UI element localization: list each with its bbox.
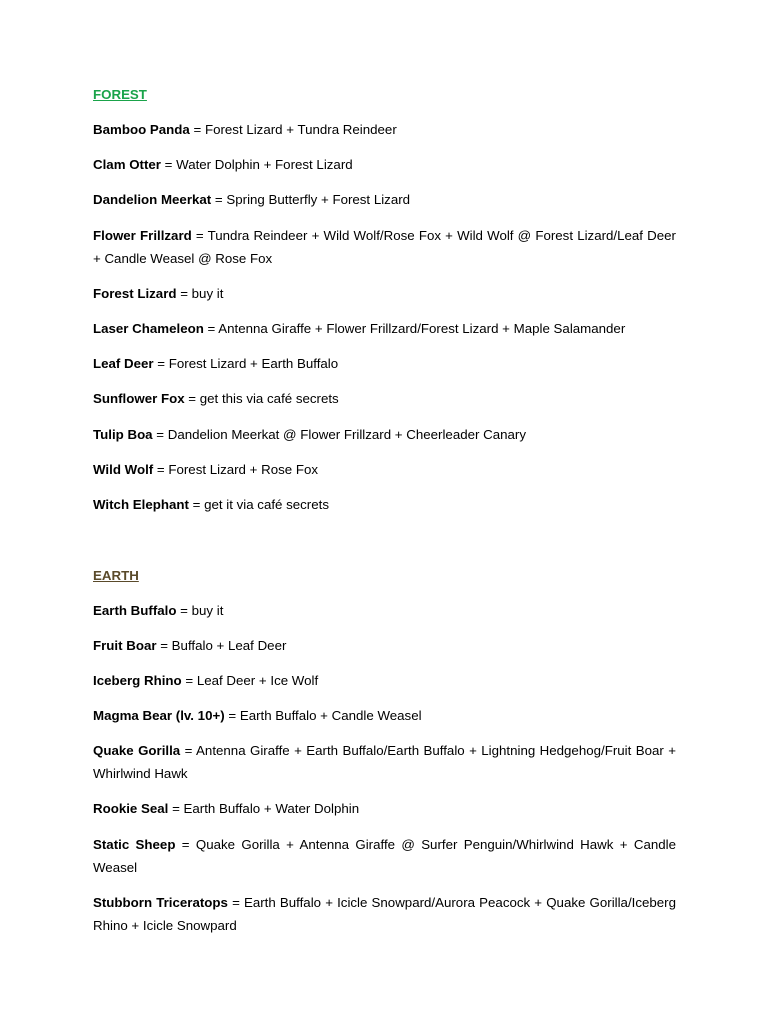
list-item [93,704,676,727]
list-item [93,352,676,375]
creature-name: Tulip Boa [93,427,153,442]
list-item [93,224,676,270]
creature-name: Rookie Seal [93,801,169,816]
creature-name: Quake Gorilla [93,743,181,758]
creature-name: Clam Otter [93,157,161,172]
creature-recipe: = Forest Lizard + Tundra Reindeer [189,122,397,137]
creature-recipe: = get this via café secrets [184,391,339,406]
list-item [93,634,676,657]
creature-recipe: = Antenna Giraffe + Flower Frillzard/Forest Lizard + Maple Salamander [203,321,626,336]
creature-recipe: = Earth Buffalo + Icicle Snowpard/Aurora Peacock + Quake Gorilla/Iceberg Rhino + Icicle Snowpard [93,895,676,933]
creature-name: Bamboo Panda [93,122,190,137]
creature-recipe: = Spring Butterfly + Forest Lizard [211,192,411,207]
creature-name: Leaf Deer [93,356,154,371]
creature-name: Forest Lizard [93,286,177,301]
creature-name: Wild Wolf [93,462,154,477]
creature-recipe: = Earth Buffalo + Water Dolphin [168,801,360,816]
list-item [93,317,676,340]
creature-recipe: = get it via café secrets [188,497,329,512]
creature-recipe: = Leaf Deer + Ice Wolf [181,673,319,688]
list-item [93,458,676,481]
creature-recipe: = Earth Buffalo + Candle Weasel [224,708,422,723]
creature-recipe: = Forest Lizard + Rose Fox [153,462,319,477]
creature-name: Magma Bear (lv. 10+) [93,708,225,723]
creature-name: Witch Elephant [93,497,189,512]
creature-recipe: = Water Dolphin + Forest Lizard [160,157,353,172]
list-item [93,493,676,516]
list-item [93,282,676,305]
creature-recipe: = buy it [176,286,224,301]
creature-name: Laser Chameleon [93,321,204,336]
list-item [93,599,676,622]
creature-name: Iceberg Rhino [93,673,182,688]
section-heading: FOREST [93,87,147,102]
list-item [93,739,676,785]
list-item [93,153,676,176]
list-item [93,797,676,820]
list-item [93,188,676,211]
list-item [93,833,676,879]
creature-name: Static Sheep [93,837,176,852]
creature-recipe: = Tundra Reindeer + Wild Wolf/Rose Fox + Wild Wolf @ Forest Lizard/Leaf Deer + Candle Weasel @ Rose Fox [93,228,676,266]
creature-name: Earth Buffalo [93,603,177,618]
creature-recipe: = Dandelion Meerkat @ Flower Frillzard + Cheerleader Canary [152,427,527,442]
creature-name: Sunflower Fox [93,391,185,406]
creature-name: Dandelion Meerkat [93,192,212,207]
creature-recipe: = buy it [176,603,224,618]
section-heading: EARTH [93,568,139,583]
creature-name: Fruit Boar [93,638,157,653]
list-item [93,891,676,937]
creature-recipe: = Forest Lizard + Earth Buffalo [153,356,339,371]
creature-recipe: = Buffalo + Leaf Deer [156,638,287,653]
creature-recipe: = Antenna Giraffe + Earth Buffalo/Earth Buffalo + Lightning Hedgehog/Fruit Boar + Whirlwind Hawk [93,743,676,781]
creature-name: Stubborn Triceratops [93,895,228,910]
list-item [93,387,676,410]
list-item [93,423,676,446]
list-item [93,118,676,141]
creature-recipe: = Quake Gorilla + Antenna Giraffe @ Surfer Penguin/Whirlwind Hawk + Candle Weasel [93,837,676,875]
list-item [93,669,676,692]
creature-name: Flower Frillzard [93,228,192,243]
